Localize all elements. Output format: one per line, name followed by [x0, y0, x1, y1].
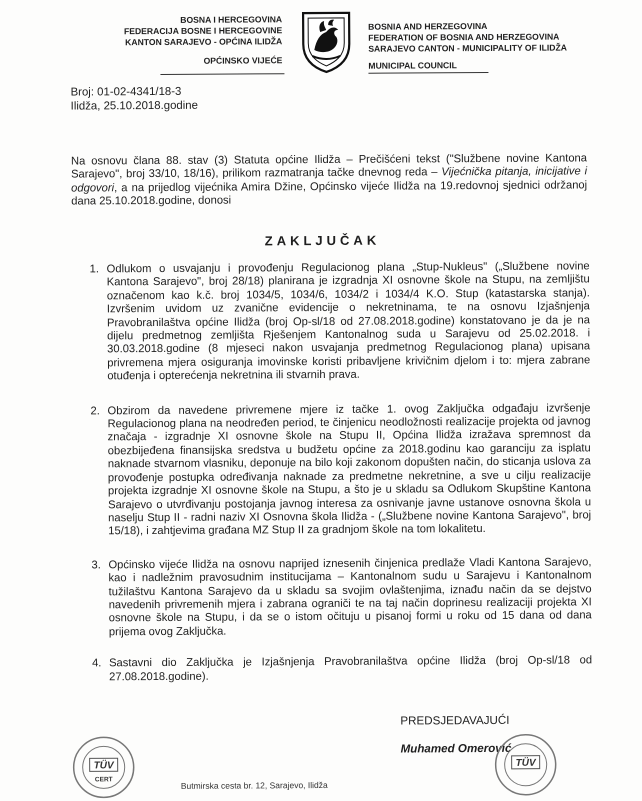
- item-text: Općinsko vijeće Ilidža na osnovu naprijed iznesenih činjenica predlaže Vladi Kantona Sarajevo, kao i nadležnim pravosudnim institucijama – Kantonalnom sudu u Sarajevu i Kantonalnom tužilaštvu Kantona Sarajevo da u skladu sa svojim ovlaštenjima, iznađu način da se dejstvo navedenih privremenih mjera i zabrana ograniči te na taj način doprinesu realizaciji projekta XI osnovne škole na Stupu, i da se o istom očituju u pisanoj formi u roku od 15 dana od dana prijema ovog Zaključka.: [108, 556, 592, 639]
- item-number: 4.: [92, 657, 102, 670]
- list-item: [72, 260, 591, 384]
- document-meta: [71, 86, 198, 114]
- list-item: [74, 655, 592, 685]
- coat-of-arms-icon: [300, 10, 352, 74]
- header-left-line: KANTON SARAJEVO - OPĆINA ILIDŽA: [125, 36, 283, 48]
- header-right-rule: [368, 72, 488, 74]
- header-right: [368, 20, 588, 71]
- intro-paragraph: [71, 153, 587, 209]
- tuv-cert-seal-icon: [70, 734, 136, 800]
- item-number: 3.: [91, 559, 101, 572]
- item-number: 2.: [90, 405, 100, 418]
- header-left-council: OPĆINSKO VIJEĆE: [203, 55, 283, 66]
- intro-agenda-item: Vijećnička pitanja, inicijative i odgovori: [71, 165, 588, 195]
- tuv-left-cert: CERT: [94, 776, 113, 784]
- document-number: Broj: 01-02-4341/18-3: [70, 85, 182, 99]
- header-left: [112, 14, 282, 67]
- tuv-seal-icon: [492, 732, 558, 798]
- header-left-rule: [160, 73, 284, 75]
- list-item: [72, 402, 591, 539]
- header-right-council: MUNICIPAL COUNCIL: [368, 60, 457, 71]
- header-right-line: FEDERATION OF BOSNIA AND HERZEGOVINA: [368, 31, 560, 43]
- item-text: Odlukom o usvajanju i provođenju Regulacionog plana „Stup-Nukleus" („Službene novine Kantona Sarajevo", broj 28/18) planirana je izgradnja XI osnovne škole na Stupu, na zemljištu označenom kao k.č. broj 1034/5, 1034/6, 1034/2 i 1034/4 K.O. Stup (katastarska stanja). Izvršenim uvidom uz zvanične evidencije o nekretninama, te na osnovu Izjašnjenja Pravobranilaštva općine Ilidža (broj Op-sl/18 od 27.08.2018.godine) konstatovano je da je na dijelu predmetnog zemljišta Rješenjem Kantonalnog suda u Sarajevu od 25.02.2018. i 30.03.2018.godine (8 mjeseci nakon usvajanja predmetnog Regulacionog plana) upisana privremena mjera osiguranja imovinske koristi pribavljene krivičnim djelom i to: mjera zabrane otuđenja i opterećenja nekretnina ili stvarnih prava.: [106, 260, 591, 383]
- conclusion-list: [72, 260, 593, 684]
- tuv-right-brand: TÜV: [515, 757, 536, 769]
- intro-text-1: Na osnovu člana 88. stav (3) Statuta općine Ilidža – Prečišćeni tekst ("Službene novine Kantona Sarajevo", broj 33/10, 18/16), prilikom razmatranja tačke dnevnog reda –: [70, 152, 588, 182]
- list-item: [73, 556, 591, 640]
- header-left-line: FEDERACIJA BOSNE I HERCEGOVINE: [123, 25, 283, 37]
- item-number: 1.: [89, 263, 100, 276]
- intro-text-2: , a na prijedlog vijećnika Amira Džine, Općinsko vijeće Ilidža na 19.redovnoj sjednici održanoj dana 25.10.2018.godine, donosi: [71, 179, 588, 208]
- item-text: Obzirom da navedene privremene mjere iz tačke 1. ovog Zaključka odgađaju izvršenje Regulacionog plana na neodređen period, te činjenicu neodložnosti realizacije projekta od javnog značaja - izgradnje XI osnovne škole na Stupu II, Općina Ilidža izražava spremnost da obezbijeđena finansijska sredstva u budžetu općine za 2018.godinu kao garanciju za isplatu naknade stvarnom vlasniku, deponuje na bilo koji zakonom dopušten način, do sticanja uslova za provođenje postupka određivanja naknade za predmetne nekretnine, a sve u cilju realizacije projekta izgradnje XI osnovne škole na Stupu, a što je u skladu sa Odlukom Skupštine Kantona Sarajevo o utvrđivanju postojanja javnog interesa za osnivanje javne ustanove osnovna škola u naselju Stup II - radni naziv XI Osnovna škola Ilidža - („Službene novine Kantona Sarajevo", broj 15/18), i zahtjevima građana MZ Stup II za gradnjom škole na tom lokalitetu.: [107, 402, 592, 538]
- document-title: ZAKLJUČAK: [264, 232, 381, 249]
- header-right-line: SARAJEVO CANTON - MUNICIPALITY OF ILIDŽA: [368, 42, 567, 54]
- signature-name: Muhamed Omerović: [400, 741, 512, 756]
- footer-address: Butmirska cesta br. 12, Sarajevo, Ilidža: [180, 779, 328, 791]
- signature-role: PREDSJEDAVAJUĆI: [400, 713, 510, 728]
- item-text: Sastavni dio Zaključka je Izjašnjenja Pravobranilaštva općine Ilidža (broj Op-sl/18 od 27.08.2018.godine).: [109, 654, 593, 683]
- tuv-left-brand: TÜV: [93, 760, 114, 772]
- header-right-line: BOSNIA AND HERZEGOVINA: [368, 20, 488, 32]
- header-left-line: BOSNA I HERCEGOVINA: [180, 14, 283, 25]
- document-place-date: Ilidža, 25.10.2018.godine: [70, 99, 198, 113]
